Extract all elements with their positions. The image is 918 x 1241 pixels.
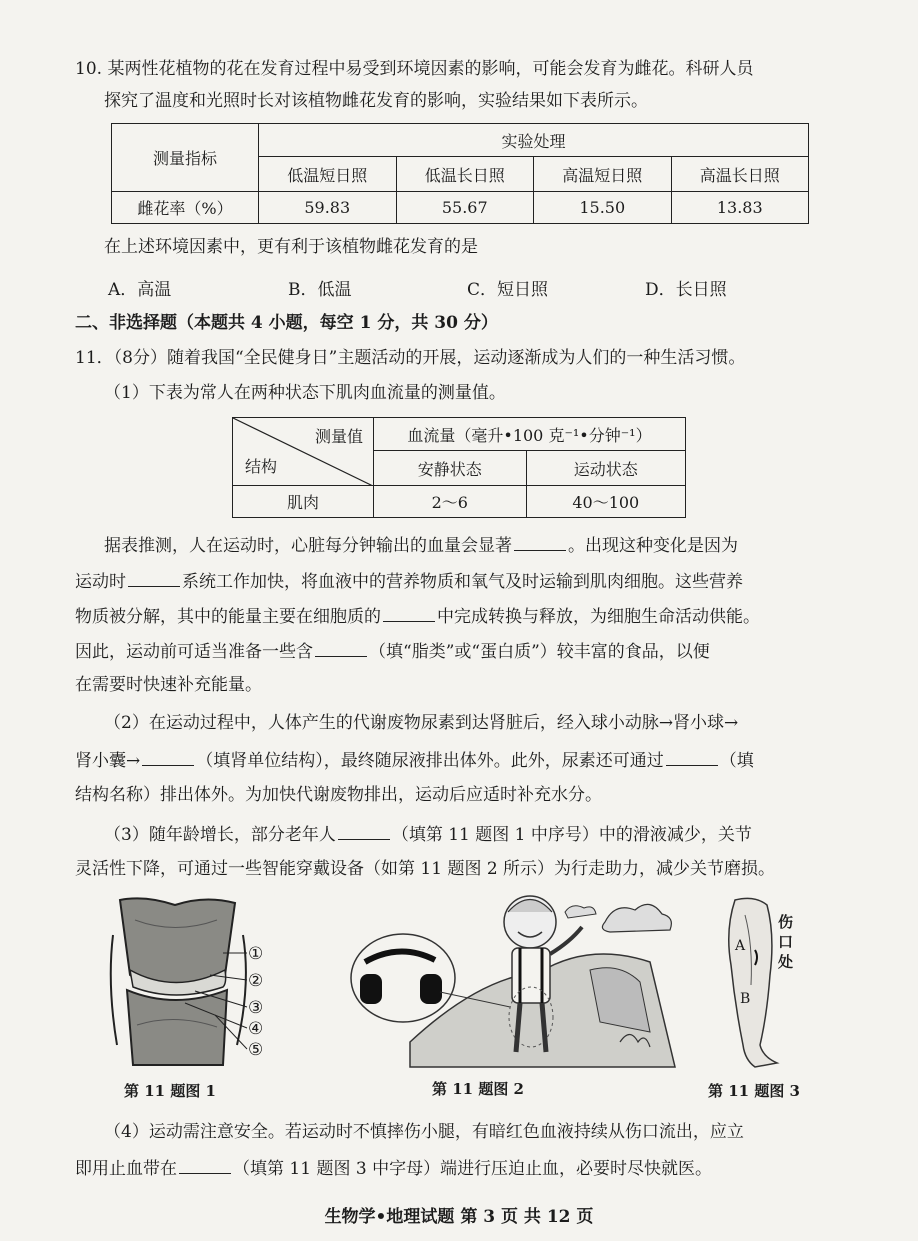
answer-blank[interactable]	[383, 604, 435, 622]
fig1-label-1: ①	[248, 944, 264, 964]
q10-value-4: 13.83	[671, 192, 809, 224]
text: （填“脂类”或“蛋白质”）较丰富的食品，以便	[369, 642, 710, 662]
text: 。出现这种变化是因为	[568, 536, 738, 556]
text: （填第 11 题图 1 中序号）中的滑液减少，关节	[391, 825, 752, 845]
text: 伤	[778, 913, 794, 931]
answer-blank[interactable]	[179, 1156, 231, 1174]
q10-value-2: 55.67	[396, 192, 534, 224]
answer-blank[interactable]	[666, 748, 718, 766]
q10-col-1: 低温短日照	[259, 157, 397, 192]
answer-blank[interactable]	[514, 533, 566, 551]
q11-p2-line-2	[75, 748, 754, 772]
page-footer: 生物学•地理试题 第 3 页 共 12 页	[324, 1207, 594, 1227]
text: 中完成转换与释放，为细胞生命活动供能。	[437, 607, 760, 627]
fig1-label-4: ④	[248, 1019, 264, 1039]
q11-value-exercise: 40～100	[526, 486, 685, 518]
text: （3）随年龄增长，部分老年人	[104, 825, 336, 845]
q10-col-3: 高温短日照	[534, 157, 672, 192]
q11-table	[232, 417, 686, 518]
q11-p4-line-1: （4）运动需注意安全。若运动时不慎摔伤小腿，有暗红色血液持续从伤口流出，应立	[104, 1122, 744, 1142]
q10-value-1: 59.83	[259, 192, 397, 224]
text: 运动时	[75, 572, 126, 592]
text: 物质被分解，其中的能量主要在细胞质的	[75, 607, 381, 627]
q11-header-structure: 结构	[245, 457, 278, 476]
q10-col-2: 低温长日照	[396, 157, 534, 192]
q10-line-1: 10. 某两性花植物的花在发育过程中易受到环境因素的影响，可能会发育为雌花。科研人员	[75, 59, 754, 79]
fig1-label-3: ③	[248, 998, 264, 1018]
text: 因此，运动前可适当准备一些含	[75, 642, 313, 662]
q11-intro: 11．（8分）随着我国“全民健身日”主题活动的开展，运动逐渐成为人们的一种生活习惯。	[75, 348, 746, 368]
q10-header-metric: 测量指标	[112, 124, 259, 192]
q10-header-treatment: 实验处理	[259, 124, 809, 157]
q10-table	[111, 123, 809, 224]
q11-p1-line-1	[104, 533, 738, 557]
leg-wound-figure	[715, 895, 785, 1070]
fig3-label-b: B	[740, 991, 751, 1007]
q11-p1-line-4	[75, 639, 710, 663]
q11-header-value: 测量值	[314, 427, 363, 446]
q11-p1-line-3	[75, 604, 760, 628]
text: 肾小囊→	[75, 751, 141, 771]
fig1-label-2: ②	[248, 971, 264, 991]
q11-part1-lead: （1）下表为常人在两种状态下肌肉血流量的测量值。	[104, 383, 506, 403]
q11-p3-line-2: 灵活性下降，可通过一些智能穿戴设备（如第 11 题图 2 所示）为行走助力，减少关节磨损。	[75, 859, 776, 879]
q11-header-flow: 血流量（毫升•100 克⁻¹•分钟⁻¹）	[374, 418, 686, 451]
q10-option-c: C．短日照	[467, 280, 549, 300]
q11-p1-line-2	[75, 569, 743, 593]
q10-option-b: B．低温	[288, 280, 352, 300]
answer-blank[interactable]	[142, 748, 194, 766]
q11-p2-line-1: （2）在运动过程中，人体产生的代谢废物尿素到达肾脏后，经入球小动脉→肾小球→	[104, 713, 739, 733]
q11-p2-line-3: 结构名称）排出体外。为加快代谢废物排出，运动后应适时补充水分。	[75, 785, 602, 805]
q10-col-4: 高温长日照	[671, 157, 809, 192]
answer-blank[interactable]	[315, 639, 367, 657]
q11-value-rest: 2～6	[374, 486, 527, 518]
answer-blank[interactable]	[128, 569, 180, 587]
text: 处	[778, 953, 794, 971]
fig2-caption: 第 11 题图 2	[432, 1080, 524, 1098]
fig1-label-5: ⑤	[248, 1040, 264, 1060]
fig3-label-a: A	[735, 938, 746, 954]
fig3-caption: 第 11 题图 3	[708, 1082, 800, 1100]
text: （填肾单位结构），最终随尿液排出体外。此外，尿素还可通过	[196, 751, 664, 771]
q10-option-a: A．高温	[108, 280, 172, 300]
q11-col-exercise: 运动状态	[526, 451, 685, 486]
text: 据表推测，人在运动时，心脏每分钟输出的血量会显著	[104, 536, 512, 556]
section-2-heading: 二、非选择题（本题共 4 小题，每空 1 分，共 30 分）	[75, 313, 498, 333]
text: 系统工作加快，将血液中的营养物质和氧气及时运输到肌肉细胞。这些营养	[182, 572, 743, 592]
q11-p3-line-1	[104, 822, 752, 846]
q11-p1-line-5: 在需要时快速补充能量。	[75, 675, 262, 695]
text: 口	[778, 933, 794, 951]
fig3-wound-label	[778, 912, 793, 972]
q10-value-3: 15.50	[534, 192, 672, 224]
text: （填	[719, 751, 754, 771]
q10-option-d: D．长日照	[645, 280, 727, 300]
text: 即用止血带在	[75, 1159, 177, 1179]
answer-blank[interactable]	[338, 822, 390, 840]
q11-row-label: 肌肉	[233, 486, 374, 518]
q10-question: 在上述环境因素中，更有利于该植物雌花发育的是	[104, 237, 478, 257]
q11-diagonal-header	[233, 418, 374, 486]
fig1-caption: 第 11 题图 1	[124, 1082, 216, 1100]
q10-line-2: 探究了温度和光照时长对该植物雌花发育的影响，实验结果如下表所示。	[104, 91, 648, 111]
q11-p4-line-2	[75, 1156, 712, 1180]
q11-col-rest: 安静状态	[374, 451, 527, 486]
q10-row-label: 雌花率（%）	[112, 192, 259, 224]
wearable-device-figure	[320, 882, 680, 1072]
text: （填第 11 题图 3 中字母）端进行压迫止血，必要时尽快就医。	[233, 1159, 713, 1179]
